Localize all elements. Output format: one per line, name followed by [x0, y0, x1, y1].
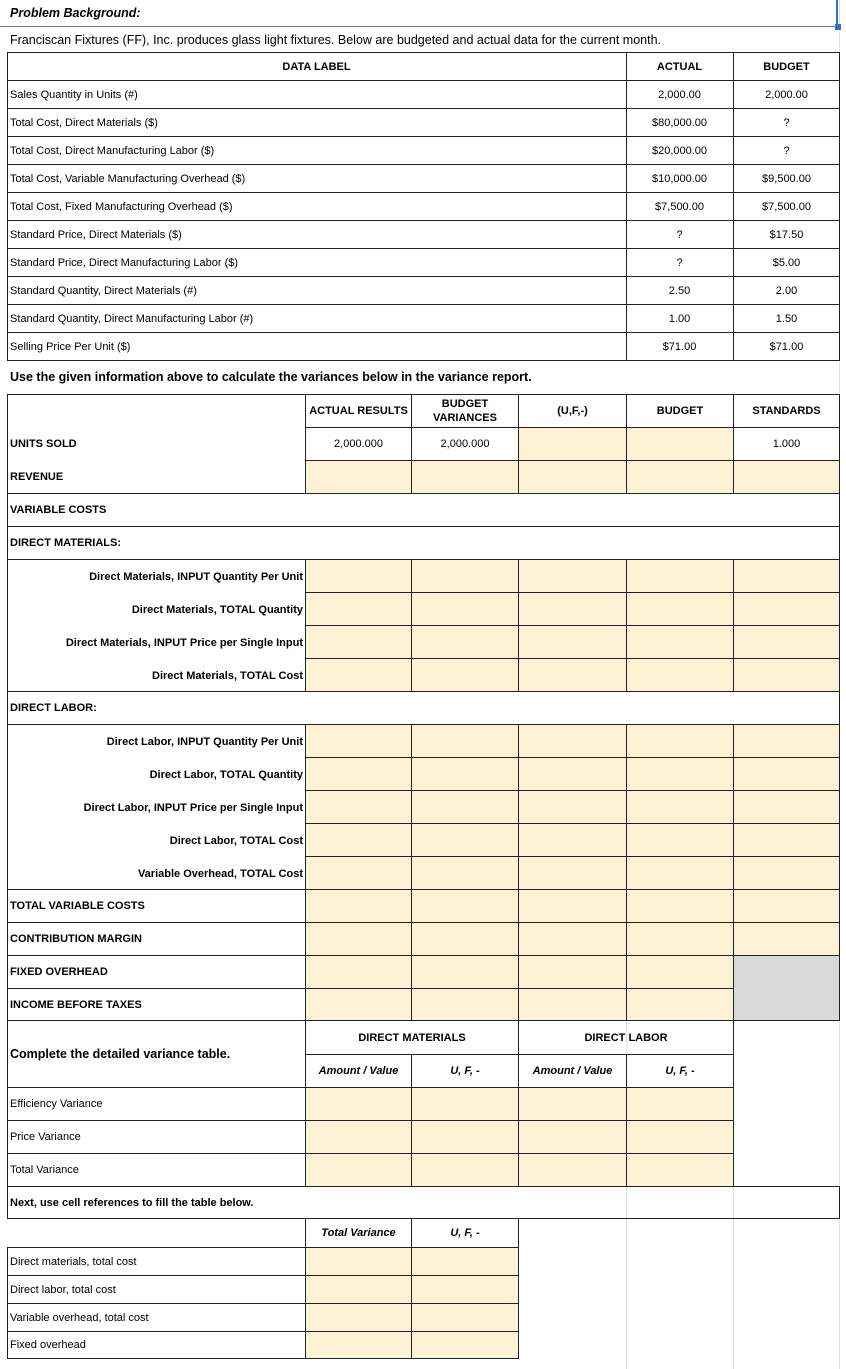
- dl-row-standards[interactable]: [733, 823, 840, 857]
- budget-col-header: [626, 394, 734, 428]
- dm-amount-label: Amount / Value: [318, 1065, 399, 1077]
- detail-dm-ufs[interactable]: [411, 1087, 519, 1121]
- dm-row-standards[interactable]: [733, 559, 840, 593]
- actual-header: ACTUAL: [656, 60, 703, 73]
- detail-row-label: Total Variance: [10, 1164, 79, 1176]
- data-row-label: Standard Quantity, Direct Materials (#): [10, 284, 197, 297]
- cm-variance[interactable]: [411, 922, 519, 956]
- background-heading: Problem Background:: [10, 6, 141, 20]
- variable-costs-label: VARIABLE COSTS: [10, 504, 107, 516]
- background-intro: Franciscan Fixtures (FF), Inc. produces glass light fixtures. Below are budgeted and actual data for the current month.: [10, 33, 662, 47]
- data-row-budget[interactable]: $17.50: [769, 228, 804, 241]
- detail-dm-amount[interactable]: [305, 1087, 412, 1121]
- dm-row-label: Direct Materials, TOTAL Quantity: [131, 603, 303, 616]
- dm-row-variance[interactable]: [411, 559, 519, 593]
- dl-row-ufs[interactable]: [518, 724, 627, 758]
- detail-dm-amount[interactable]: [305, 1120, 412, 1154]
- ref-ufs[interactable]: [411, 1247, 519, 1276]
- data-row-actual[interactable]: $71.00: [662, 340, 697, 353]
- ibt-actual[interactable]: [305, 988, 412, 1021]
- dl-row-variance[interactable]: [411, 724, 519, 758]
- dl-row-budget[interactable]: [626, 724, 734, 758]
- total-variance-header: [305, 1218, 412, 1248]
- dl-row-actual[interactable]: [305, 724, 412, 758]
- data-row-actual[interactable]: 2.50: [668, 284, 691, 297]
- dl-ufs-label: U, F, -: [665, 1065, 695, 1077]
- dl-row-ufs[interactable]: [518, 790, 627, 824]
- ref-ufs[interactable]: [411, 1275, 519, 1304]
- reference-row-label: Fixed overhead: [10, 1339, 86, 1351]
- dl-row-ufs[interactable]: [518, 856, 627, 890]
- ufs-label: (U,F,-): [557, 405, 588, 417]
- fill-handle[interactable]: [835, 24, 841, 30]
- dl-row-variance[interactable]: [411, 757, 519, 791]
- data-row-actual[interactable]: $20,000.00: [651, 144, 708, 157]
- fixed-overhead-label: FIXED OVERHEAD: [10, 966, 108, 978]
- budget-variances-header: [411, 394, 519, 428]
- dm-row-standards[interactable]: [733, 658, 840, 692]
- ref-ufs-label: U, F, -: [450, 1227, 480, 1239]
- dm-row-budget[interactable]: [626, 658, 734, 692]
- income-before-taxes-label: INCOME BEFORE TAXES: [10, 998, 142, 1011]
- tvc-ufs[interactable]: [518, 889, 627, 923]
- reference-row-label: Direct labor, total cost: [10, 1283, 116, 1296]
- dl-row-actual[interactable]: [305, 757, 412, 791]
- dm-row-budget[interactable]: [626, 625, 734, 659]
- dm-row-standards[interactable]: [733, 592, 840, 626]
- dl-row-variance[interactable]: [411, 823, 519, 857]
- detail-dm-amount[interactable]: [305, 1153, 412, 1187]
- dl-row-standards[interactable]: [733, 856, 840, 890]
- budget-variances-line2: VARIANCES: [433, 412, 497, 424]
- data-row-label: Total Cost, Direct Materials ($): [10, 116, 158, 129]
- ref-total-variance[interactable]: [305, 1331, 412, 1359]
- standards-header: [733, 394, 840, 428]
- dl-row-budget[interactable]: [626, 823, 734, 857]
- data-row-budget[interactable]: 2,000.00: [765, 88, 808, 101]
- dl-row-actual[interactable]: [305, 823, 412, 857]
- dm-row-ufs[interactable]: [518, 592, 627, 626]
- budget-header: BUDGET: [763, 60, 810, 73]
- ref-total-variance[interactable]: [305, 1303, 412, 1332]
- dm-row-actual[interactable]: [305, 559, 412, 593]
- dm-row-standards[interactable]: [733, 625, 840, 659]
- dl-row-budget[interactable]: [626, 757, 734, 791]
- detail-row-label: Efficiency Variance: [10, 1098, 103, 1110]
- data-row-label: Sales Quantity in Units (#): [10, 88, 138, 101]
- ref-ufs-header: [411, 1218, 519, 1248]
- data-row-budget[interactable]: 1.50: [775, 312, 798, 325]
- tvc-standards[interactable]: [733, 889, 840, 923]
- data-row-label: Standard Price, Direct Materials ($): [10, 228, 182, 241]
- units-sold-standards[interactable]: 1.000: [733, 427, 840, 461]
- detail-dl-amount[interactable]: [518, 1120, 627, 1154]
- ref-ufs[interactable]: [411, 1303, 519, 1332]
- dm-row-ufs[interactable]: [518, 625, 627, 659]
- dl-group-label: DIRECT LABOR: [584, 1031, 668, 1044]
- dm-group-label: DIRECT MATERIALS: [358, 1031, 466, 1044]
- detail-dm-ufs[interactable]: [411, 1153, 519, 1187]
- dl-row-label: Variable Overhead, TOTAL Cost: [137, 867, 303, 880]
- ibt-ufs[interactable]: [518, 988, 627, 1021]
- budget-variances-line1: BUDGET: [441, 398, 489, 410]
- ref-ufs[interactable]: [411, 1331, 519, 1359]
- data-row-actual[interactable]: $80,000.00: [651, 116, 708, 129]
- units-sold-ufs[interactable]: [518, 427, 627, 461]
- units-sold-actual[interactable]: 2,000.000: [305, 427, 412, 461]
- dm-row-actual[interactable]: [305, 658, 412, 692]
- dm-row-label: Direct Materials, INPUT Price per Single Input: [65, 636, 303, 649]
- dm-row-variance[interactable]: [411, 592, 519, 626]
- data-row-label: Standard Quantity, Direct Manufacturing Labor (#): [10, 312, 254, 325]
- reference-row-label: Variable overhead, total cost: [10, 1311, 149, 1324]
- ref-total-variance[interactable]: [305, 1247, 412, 1276]
- dl-group-header: [518, 1020, 734, 1055]
- reference-instruction: Next, use cell references to fill the table below.: [10, 1196, 254, 1209]
- data-label-header: DATA LABEL: [282, 60, 351, 73]
- dl-row-label: Direct Labor, INPUT Price per Single Input: [83, 801, 303, 814]
- dm-row-label: Direct Materials, TOTAL Cost: [152, 669, 303, 682]
- dm-row-variance[interactable]: [411, 625, 519, 659]
- revenue-label: REVENUE: [10, 471, 64, 483]
- data-row-budget[interactable]: ?: [783, 144, 790, 157]
- budget-col-label: BUDGET: [656, 405, 704, 417]
- dm-row-variance[interactable]: [411, 658, 519, 692]
- data-row-label: Total Cost, Variable Manufacturing Overhead ($): [10, 172, 246, 185]
- data-row-budget[interactable]: $5.00: [772, 256, 801, 269]
- units-sold-variance[interactable]: 2,000.000: [411, 427, 519, 461]
- grayed-standards-cell: [733, 955, 840, 1021]
- data-row-actual[interactable]: 2,000.00: [658, 88, 701, 101]
- dm-ufs-label: U, F, -: [450, 1065, 480, 1077]
- dm-group-header: [305, 1020, 519, 1055]
- revenue-ufs[interactable]: [518, 460, 627, 494]
- units-sold-budget[interactable]: [626, 427, 734, 461]
- data-row-actual[interactable]: 1.00: [668, 312, 691, 325]
- dl-row-ufs[interactable]: [518, 757, 627, 791]
- dl-row-actual[interactable]: [305, 790, 412, 824]
- data-row-budget[interactable]: $7,500.00: [762, 200, 811, 213]
- dl-row-standards[interactable]: [733, 757, 840, 791]
- detailed-instruction: Complete the detailed variance table.: [10, 1047, 231, 1061]
- dl-row-label: Direct Labor, TOTAL Cost: [169, 834, 303, 847]
- dl-row-label: Direct Labor, TOTAL Quantity: [149, 768, 303, 781]
- revenue-variance[interactable]: [411, 460, 519, 494]
- dm-row-budget[interactable]: [626, 592, 734, 626]
- dl-row-standards[interactable]: [733, 790, 840, 824]
- data-row-budget[interactable]: 2.00: [775, 284, 798, 297]
- detail-dl-ufs[interactable]: [626, 1120, 734, 1154]
- header-divider: [0, 26, 840, 27]
- detail-dl-amount[interactable]: [518, 1087, 627, 1121]
- dm-row-budget[interactable]: [626, 559, 734, 593]
- cm-standards[interactable]: [733, 922, 840, 956]
- dl-row-variance[interactable]: [411, 790, 519, 824]
- tvc-actual[interactable]: [305, 889, 412, 923]
- dl-row-label: Direct Labor, INPUT Quantity Per Unit: [106, 735, 303, 748]
- revenue-budget[interactable]: [626, 460, 734, 494]
- ibt-budget[interactable]: [626, 988, 734, 1021]
- data-row-actual[interactable]: ?: [676, 256, 683, 269]
- standards-label: STANDARDS: [752, 405, 821, 417]
- detail-dl-ufs[interactable]: [626, 1153, 734, 1187]
- cm-actual[interactable]: [305, 922, 412, 956]
- cm-budget[interactable]: [626, 922, 734, 956]
- fo-variance[interactable]: [411, 955, 519, 989]
- revenue-actual[interactable]: [305, 460, 412, 494]
- actual-results-label: ACTUAL RESULTS: [309, 405, 408, 417]
- fo-ufs[interactable]: [518, 955, 627, 989]
- selection-edge: [836, 0, 838, 27]
- direct-materials-section: DIRECT MATERIALS:: [10, 537, 122, 549]
- reference-row-label: Direct materials, total cost: [10, 1255, 137, 1268]
- data-row-budget[interactable]: $71.00: [769, 340, 804, 353]
- dm-row-label: Direct Materials, INPUT Quantity Per Unit: [89, 570, 303, 583]
- dl-row-actual[interactable]: [305, 856, 412, 890]
- fo-actual[interactable]: [305, 955, 412, 989]
- contribution-margin-label: CONTRIBUTION MARGIN: [10, 933, 142, 945]
- tvc-budget[interactable]: [626, 889, 734, 923]
- data-row-actual[interactable]: ?: [676, 228, 683, 241]
- data-row-label: Selling Price Per Unit ($): [10, 340, 131, 353]
- detail-dm-ufs[interactable]: [411, 1120, 519, 1154]
- dm-amount-header: [305, 1054, 412, 1088]
- data-row-actual[interactable]: $10,000.00: [651, 172, 708, 185]
- dm-ufs-header: [411, 1054, 519, 1088]
- total-variable-costs-label: TOTAL VARIABLE COSTS: [10, 900, 145, 912]
- dl-amount-header: [518, 1054, 627, 1088]
- detail-dl-ufs[interactable]: [626, 1087, 734, 1121]
- data-row-label: Standard Price, Direct Manufacturing Labor ($): [10, 256, 239, 269]
- data-row-budget[interactable]: $9,500.00: [762, 172, 811, 185]
- data-row-label: Total Cost, Fixed Manufacturing Overhead ($): [10, 200, 233, 213]
- dl-row-budget[interactable]: [626, 856, 734, 890]
- dl-amount-label: Amount / Value: [532, 1065, 613, 1077]
- dl-row-standards[interactable]: [733, 724, 840, 758]
- ibt-variance[interactable]: [411, 988, 519, 1021]
- dl-row-ufs[interactable]: [518, 823, 627, 857]
- detail-row-label: Price Variance: [10, 1131, 81, 1143]
- cm-ufs[interactable]: [518, 922, 627, 956]
- revenue-standards[interactable]: [733, 460, 840, 494]
- detail-dl-amount[interactable]: [518, 1153, 627, 1187]
- units-sold-label: UNITS SOLD: [10, 438, 77, 450]
- dm-row-actual[interactable]: [305, 592, 412, 626]
- data-row-label: Total Cost, Direct Manufacturing Labor ($): [10, 144, 215, 157]
- dm-row-ufs[interactable]: [518, 658, 627, 692]
- data-row-actual[interactable]: $7,500.00: [655, 200, 704, 213]
- total-variance-label: Total Variance: [321, 1227, 396, 1239]
- ufs-header: [518, 394, 627, 428]
- variance-instruction: Use the given information above to calculate the variances below in the variance report.: [10, 370, 532, 384]
- direct-labor-section: DIRECT LABOR:: [10, 702, 97, 714]
- dm-row-ufs[interactable]: [518, 559, 627, 593]
- tvc-variance[interactable]: [411, 889, 519, 923]
- dl-row-budget[interactable]: [626, 790, 734, 824]
- fo-budget[interactable]: [626, 955, 734, 989]
- dl-ufs-header: [626, 1054, 734, 1088]
- actual-results-header: [305, 394, 412, 428]
- ref-total-variance[interactable]: [305, 1275, 412, 1304]
- dm-row-actual[interactable]: [305, 625, 412, 659]
- dl-row-variance[interactable]: [411, 856, 519, 890]
- data-row-budget[interactable]: ?: [783, 116, 790, 129]
